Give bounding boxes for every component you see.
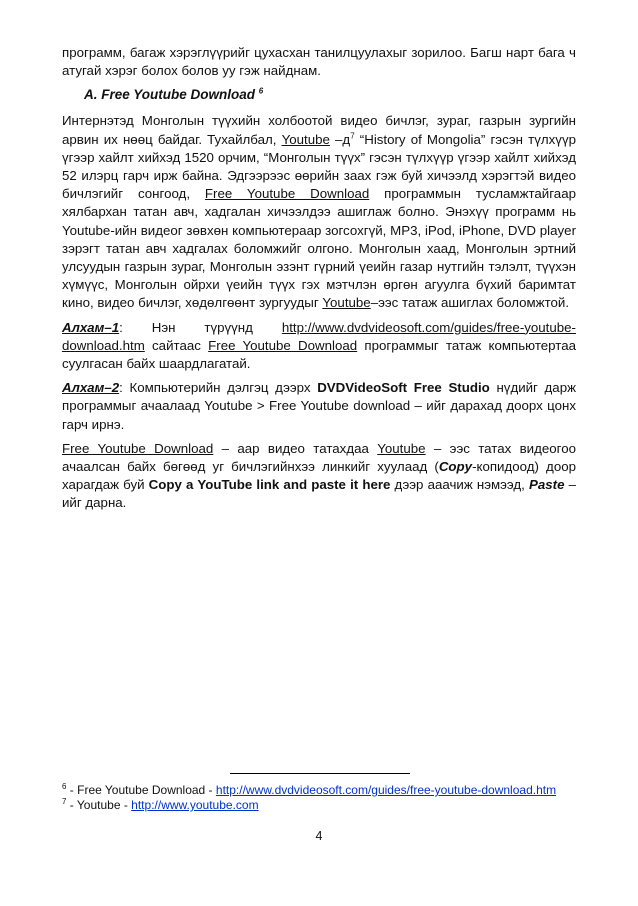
p2-text-f: программыг татаж компьютертаа суулгасан байх шаардлагатай. <box>62 337 576 372</box>
footnotes <box>62 783 576 813</box>
footnote-7-text: - Youtube - <box>66 798 132 812</box>
p3-text-b: : Компьютерийн дэлгэц дээрх <box>119 380 318 396</box>
paragraph-download-instructions <box>62 440 576 513</box>
p1-text-f: программын тусламжтайгаар хялбархан татан авч, хадгалан хичээлдээ ашиглаж болно. Энэхүү программ нь Youtube-ийн видеог зөвхөн компьютераар зогсохгүй, MP3, iPod, iPhone, DVD player зэрэгт татан авч хадгалах боломжийг олгоно. Монголын хаад, Монголын эртний улсуудын газрын зураг, Монголын эзэнт гүрний үеийн газар нутгийн тэлэлт, түүхэн хүмүүс, Монголын ойрхи үеийн түүх гэх мэтчлэн өргөн агуулга бүхий баримтат кино, видео бичлэг, хөдөлгөөнт зургуудыг <box>62 186 576 311</box>
free-youtube-download-term-2: Free Youtube Download <box>208 337 358 353</box>
p2-text-b: : Нэн түрүүнд <box>119 319 282 335</box>
footnote-6-number: 6 <box>62 782 67 791</box>
footnote-ref-7[interactable]: 7 <box>350 131 355 141</box>
p1-text-a: Интернэтэд Монголын түүхийн холбоотой видео бичлэг, зураг, газрын зургийн арвин их нөөц байдаг. Тухайлбал, <box>62 113 576 147</box>
intro-paragraph <box>62 44 576 80</box>
footnote-7 <box>62 798 576 813</box>
section-heading <box>84 86 576 104</box>
footnote-6 <box>62 783 576 798</box>
dvdvideosoft-link[interactable]: http://www.dvdvideosoft.com/guides/free-youtube-download.htm <box>62 319 576 353</box>
heading-footnote-ref[interactable]: 6 <box>258 86 264 96</box>
step-1-label: Алхам–1 <box>62 319 120 335</box>
free-studio-term: DVDVideoSoft Free Studio <box>317 380 490 396</box>
p4-text-h: дээр ааачиж нэмээд, <box>390 477 529 493</box>
page-number: 4 <box>315 829 323 843</box>
paste-link-field-label: Copy a YouTube link and paste it here <box>148 477 391 493</box>
step-2-label: Алхам–2 <box>62 380 120 396</box>
paragraph-step-2 <box>62 379 576 434</box>
p1-text-d: “History of Mongolia” гэсэн түлхүүр үгээр хайлт хийхэд 1520 орчим, “Монголын түүх” гэсэн түлхүүр үгээр хайлт хийхэд 52 илэрц гарч ирж байна. Эдгээрээс өөрийн заах гэж буй хичээлд хэрэгтэй видео бичлэгийг сонгоод, <box>62 131 576 202</box>
youtube-term-3: Youtube <box>377 440 426 456</box>
footnote-separator <box>230 773 410 774</box>
p4-text-b: – аар видео татахдаа <box>213 440 378 456</box>
footnote-7-link[interactable]: http://www.youtube.com <box>131 798 259 812</box>
paragraph-step-1 <box>62 319 576 374</box>
p1-text-h: –ээс татаж ашиглах боломжтой. <box>370 295 570 311</box>
p4-text-j: – ийг дарна. <box>62 477 577 511</box>
p2-text-d: сайтаас <box>144 337 209 353</box>
footnote-6-link[interactable]: http://www.dvdvideosoft.com/guides/free-youtube-download.htm <box>215 783 557 797</box>
paragraph-youtube-intro <box>62 112 576 312</box>
free-youtube-download-term: Free Youtube Download <box>204 186 370 202</box>
heading-text: A. Free Youtube Download <box>84 87 259 103</box>
paste-term: Paste <box>528 477 565 493</box>
footnote-6-text: - Free Youtube Download - <box>66 783 216 797</box>
youtube-term-2: Youtube <box>322 295 371 311</box>
intro-text: программ, багаж хэрэглүүрийг цухасхан танилцуулахыг зорилоо. Багш нарт бага ч атугай хэрэг болох болов уу гэж найднам. <box>62 45 576 79</box>
p4-text-d: – ээс татах видеогоо ачаалсан байх бөгөөд уг бичлэгийнхээ линкийг хуулаад ( <box>62 440 576 475</box>
document-body <box>62 44 576 513</box>
p1-text-c: –д <box>329 131 351 147</box>
copy-term: Copy <box>438 459 473 475</box>
free-youtube-download-term-3: Free Youtube Download <box>62 440 214 456</box>
p4-text-f: -копидоод) доор харагдаж буй <box>62 459 576 493</box>
youtube-term: Youtube <box>281 131 330 147</box>
footnote-7-number: 7 <box>62 797 67 806</box>
p3-text-d: нүдийг дарж программыг ачаалаад Youtube > Free Youtube download – ийг дарахад доорх цонх гарч ирнэ. <box>62 380 576 432</box>
